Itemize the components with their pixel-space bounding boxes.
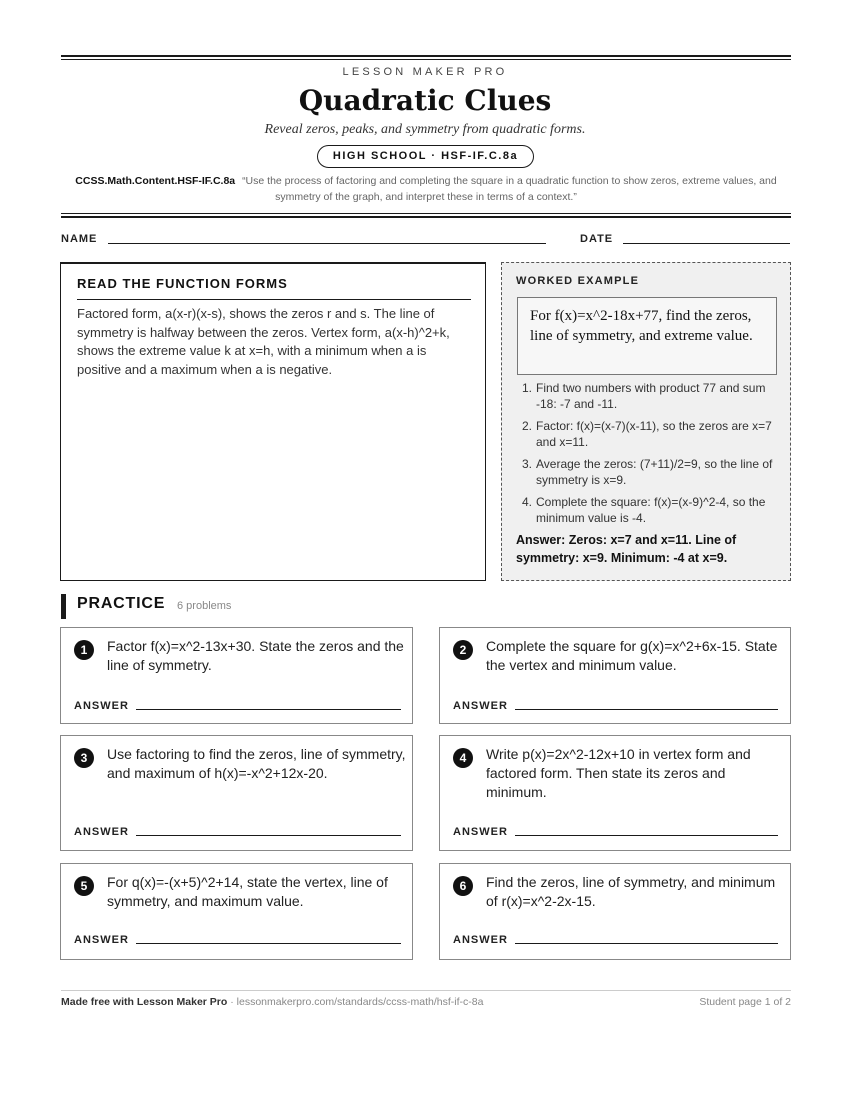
footer-credit xyxy=(61,996,483,1008)
standard-code: CCSS.Math.Content.HSF-IF.C.8a xyxy=(75,175,236,187)
problem-card xyxy=(439,735,791,851)
header-rule-bottom xyxy=(61,216,791,218)
worked-example-step: 4. Complete the square: f(x)=(x-9)^2-4, so the minimum value is -4. xyxy=(522,495,766,525)
answer-label: ANSWER xyxy=(74,934,129,946)
answer-line[interactable] xyxy=(515,835,778,836)
answer-line[interactable] xyxy=(136,709,401,710)
read-box-body: Factored form, a(x-r)(x-s), shows the zeros r and s. The line of symmetry is halfway between the zeros. Vertex form, a(x-h)^2+k, shows the extreme value k at x=h, with a minimum when a is positive and a maximum when a is negative. xyxy=(77,306,450,377)
problem-number-badge: 1 xyxy=(74,640,94,660)
worked-example-step: 1. Find two numbers with product 77 and sum -18: -7 and -11. xyxy=(522,381,766,411)
problem-text: For q(x)=-(x+5)^2+14, state the vertex, line of symmetry, and maximum value. xyxy=(107,874,388,909)
footer-made-with: Made free with Lesson Maker Pro xyxy=(61,996,228,1008)
answer-label: ANSWER xyxy=(453,700,508,712)
answer-line[interactable] xyxy=(515,709,778,710)
worked-example-steps xyxy=(517,380,779,532)
problem-text: Use factoring to find the zeros, line of symmetry, and maximum of h(x)=-x^2+12x-20. xyxy=(107,746,406,781)
problem-text: Complete the square for g(x)=x^2+6x-15. State the vertex and minimum value. xyxy=(486,638,778,673)
answer-label: ANSWER xyxy=(74,700,129,712)
practice-accent-bar xyxy=(61,594,66,619)
worked-example-heading: WORKED EXAMPLE xyxy=(516,275,640,287)
problem-number-badge: 2 xyxy=(453,640,473,660)
problem-card xyxy=(439,627,791,724)
page-subtitle: Reveal zeros, peaks, and symmetry from quadratic forms. xyxy=(264,122,586,137)
problem-card xyxy=(439,863,791,960)
problem-number-badge: 6 xyxy=(453,876,473,896)
worked-example-step: 3. Average the zeros: (7+11)/2=9, so the line of symmetry is x=9. xyxy=(522,457,773,487)
header-rule-top xyxy=(61,55,791,57)
problem-card xyxy=(60,627,413,724)
problem-number-badge: 4 xyxy=(453,748,473,768)
answer-line[interactable] xyxy=(515,943,778,944)
brand-name: LESSON MAKER PRO xyxy=(342,66,508,78)
date-label: DATE xyxy=(580,233,614,245)
answer-line[interactable] xyxy=(136,835,401,836)
footer-url[interactable]: · lessonmakerpro.com/standards/ccss-math/hsf-if-c-8a xyxy=(227,996,484,1008)
read-function-forms-box xyxy=(60,262,486,581)
problem-number-badge: 5 xyxy=(74,876,94,896)
practice-title: PRACTICE xyxy=(77,595,166,612)
standard-text: “Use the process of factoring and completing the square in a quadratic function to show zeros, extreme values, and symmetry of the graph, and interpret these in terms of a context.” xyxy=(242,175,777,203)
answer-line[interactable] xyxy=(136,943,401,944)
practice-count: 6 problems xyxy=(177,600,232,612)
worked-example-step: 2. Factor: f(x)=(x-7)(x-11), so the zeros are x=7 and x=11. xyxy=(522,419,772,449)
header-rule-top-thin xyxy=(61,59,791,60)
worked-example-box xyxy=(501,262,791,581)
standard-description xyxy=(70,173,782,205)
problem-text: Write p(x)=2x^2-12x+10 in vertex form and factored form. Then state its zeros and minimum. xyxy=(486,746,751,800)
problem-number-badge: 3 xyxy=(74,748,94,768)
worked-example-prompt: For f(x)=x^2-18x+77, find the zeros, line of symmetry, and extreme value. xyxy=(517,297,777,375)
header-rule-bottom-thin xyxy=(61,213,791,214)
worked-example-answer: Answer: Zeros: x=7 and x=11. Line of symmetry: x=9. Minimum: -4 at x=9. xyxy=(516,533,737,565)
answer-label: ANSWER xyxy=(453,826,508,838)
problem-card xyxy=(60,863,413,960)
problem-text: Find the zeros, line of symmetry, and minimum of r(x)=x^2-2x-15. xyxy=(486,874,776,909)
footer-page-number: Student page 1 of 2 xyxy=(699,996,791,1008)
name-label: NAME xyxy=(61,233,98,245)
date-field[interactable] xyxy=(623,243,790,244)
problem-text: Factor f(x)=x^2-13x+30. State the zeros and the line of symmetry. xyxy=(107,638,404,673)
level-badge: HIGH SCHOOL · HSF-IF.C.8a xyxy=(317,145,534,168)
answer-label: ANSWER xyxy=(74,826,129,838)
read-box-divider xyxy=(77,299,471,300)
name-field[interactable] xyxy=(108,243,546,244)
answer-label: ANSWER xyxy=(453,934,508,946)
page-title: Quadratic Clues xyxy=(298,84,552,117)
problem-card xyxy=(60,735,413,851)
footer-divider xyxy=(61,990,791,991)
read-box-heading: READ THE FUNCTION FORMS xyxy=(77,276,288,291)
